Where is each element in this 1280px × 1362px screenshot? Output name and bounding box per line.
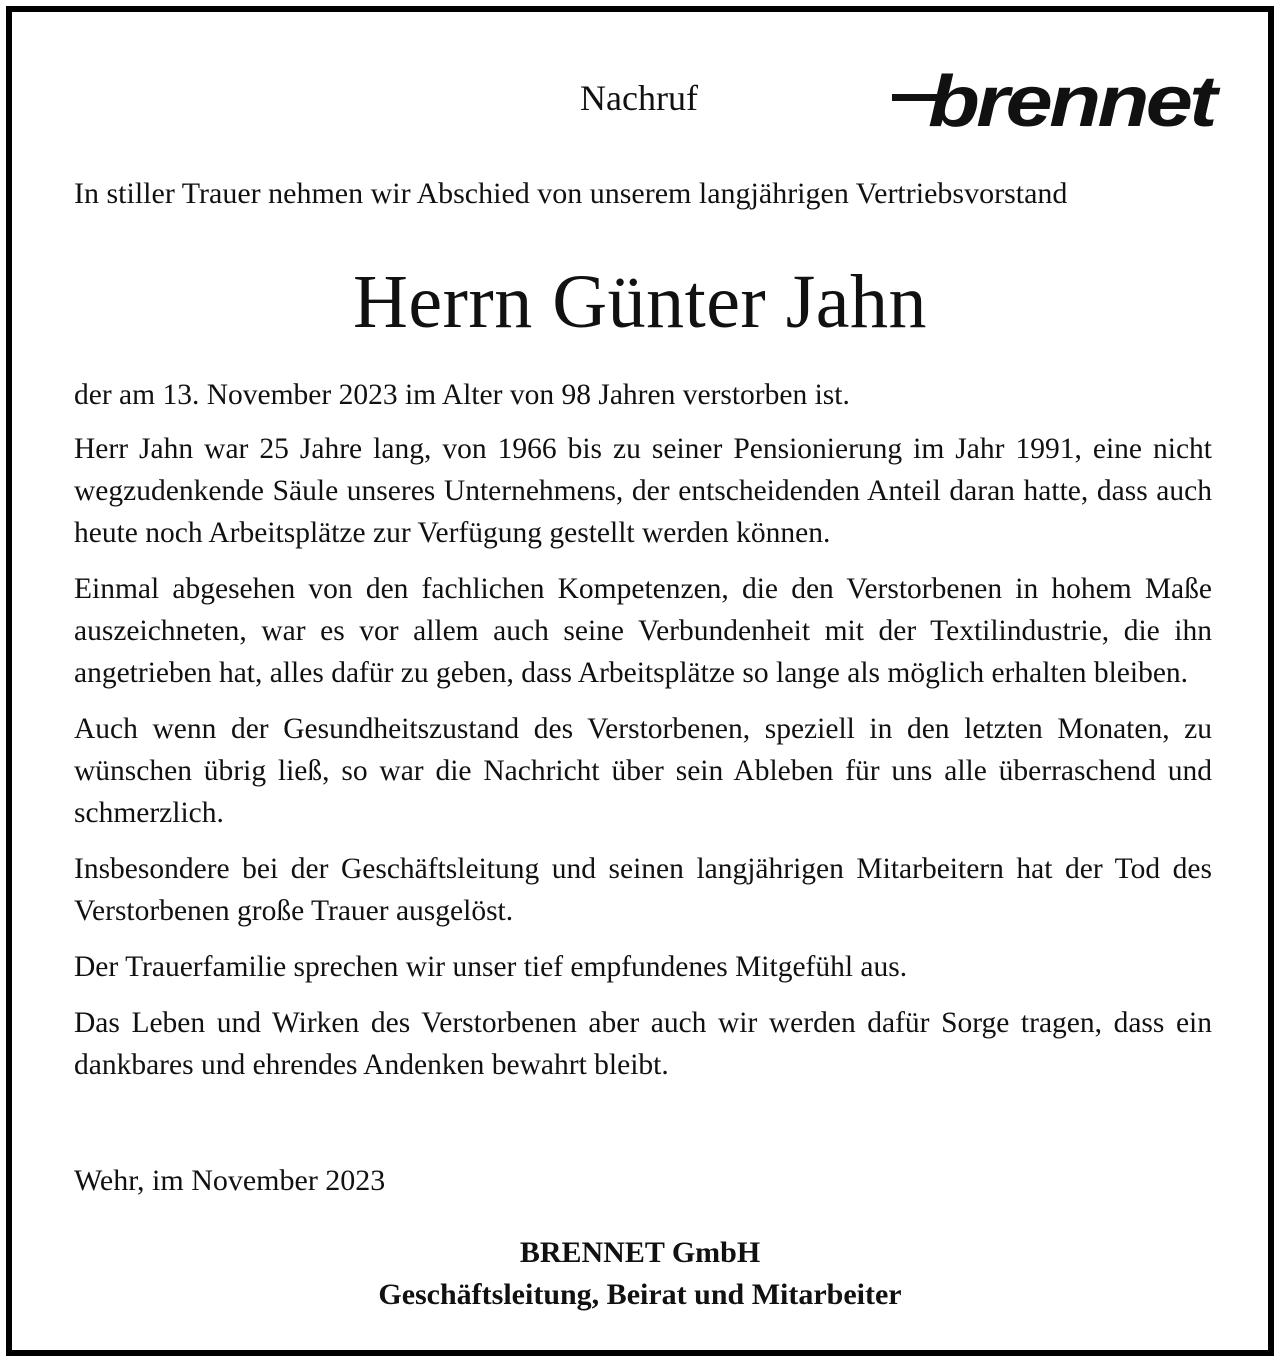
signature-group: Geschäftsleitung, Beirat und Mitarbeiter <box>378 1278 902 1311</box>
brennet-logo-mark <box>892 60 1222 142</box>
paragraph-career: Herr Jahn war 25 Jahre lang, von 1966 bis zu seiner Pensionierung im Jahr 1991, eine nicht wegzudenkende Säule unseres Unternehmens, der entscheidenden Anteil daran hatte, dass auch heute noch Arbeitsplätze zur Verfügung gestellt werden können. <box>74 433 1212 549</box>
place-date: Wehr, im November 2023 <box>74 1164 386 1197</box>
intro-line: In stiller Trauer nehmen wir Abschied von unserem langjährigen Vertriebsvorstand <box>74 177 1068 210</box>
paragraph-condolence: Der Trauerfamilie sprechen wir unser tief empfundenes Mitgefühl aus. <box>74 951 908 983</box>
brennet-logo-text: brennet <box>928 62 1222 142</box>
brennet-logo <box>892 60 1222 142</box>
paragraph-competence: Einmal abgesehen von den fachlichen Kompetenzen, die den Verstorbenen in hohem Maße auszeichneten, war es vor allem auch seine Verbundenheit mit der Textilindustrie, die ihn angetrieben hat, alles dafür zu geben, dass Arbeitsplätze so lange als möglich erhalten bleiben. <box>74 573 1212 689</box>
paragraph-mourning: Insbesondere bei der Geschäftsleitung und seinen langjährigen Mitarbeitern hat der Tod des Verstorbenen große Trauer ausgelöst. <box>74 853 1212 927</box>
company-name: BRENNET GmbH <box>519 1236 761 1269</box>
paragraph-remembrance: Das Leben und Wirken des Verstorbenen aber auch wir werden dafür Sorge tragen, dass ein dankbares und ehrendes Andenken bewahrt bleibt. <box>74 1007 1212 1081</box>
paragraph-health: Auch wenn der Gesundheitszustand des Verstorbenen, speziell in den letzten Monaten, zu wünschen übrig ließ, so war die Nachricht über sein Ableben für uns alle überraschend und schmerzlich. <box>74 713 1212 829</box>
notice-label: Nachruf <box>580 78 698 118</box>
obituary-notice <box>6 6 1274 1356</box>
deceased-name: Herrn Günter Jahn <box>352 260 928 344</box>
signature-block <box>12 1232 1268 1316</box>
paragraph-date-of-death: der am 13. November 2023 im Alter von 98 Jahren verstorben ist. <box>74 379 850 411</box>
obituary-body <box>74 374 1212 1100</box>
